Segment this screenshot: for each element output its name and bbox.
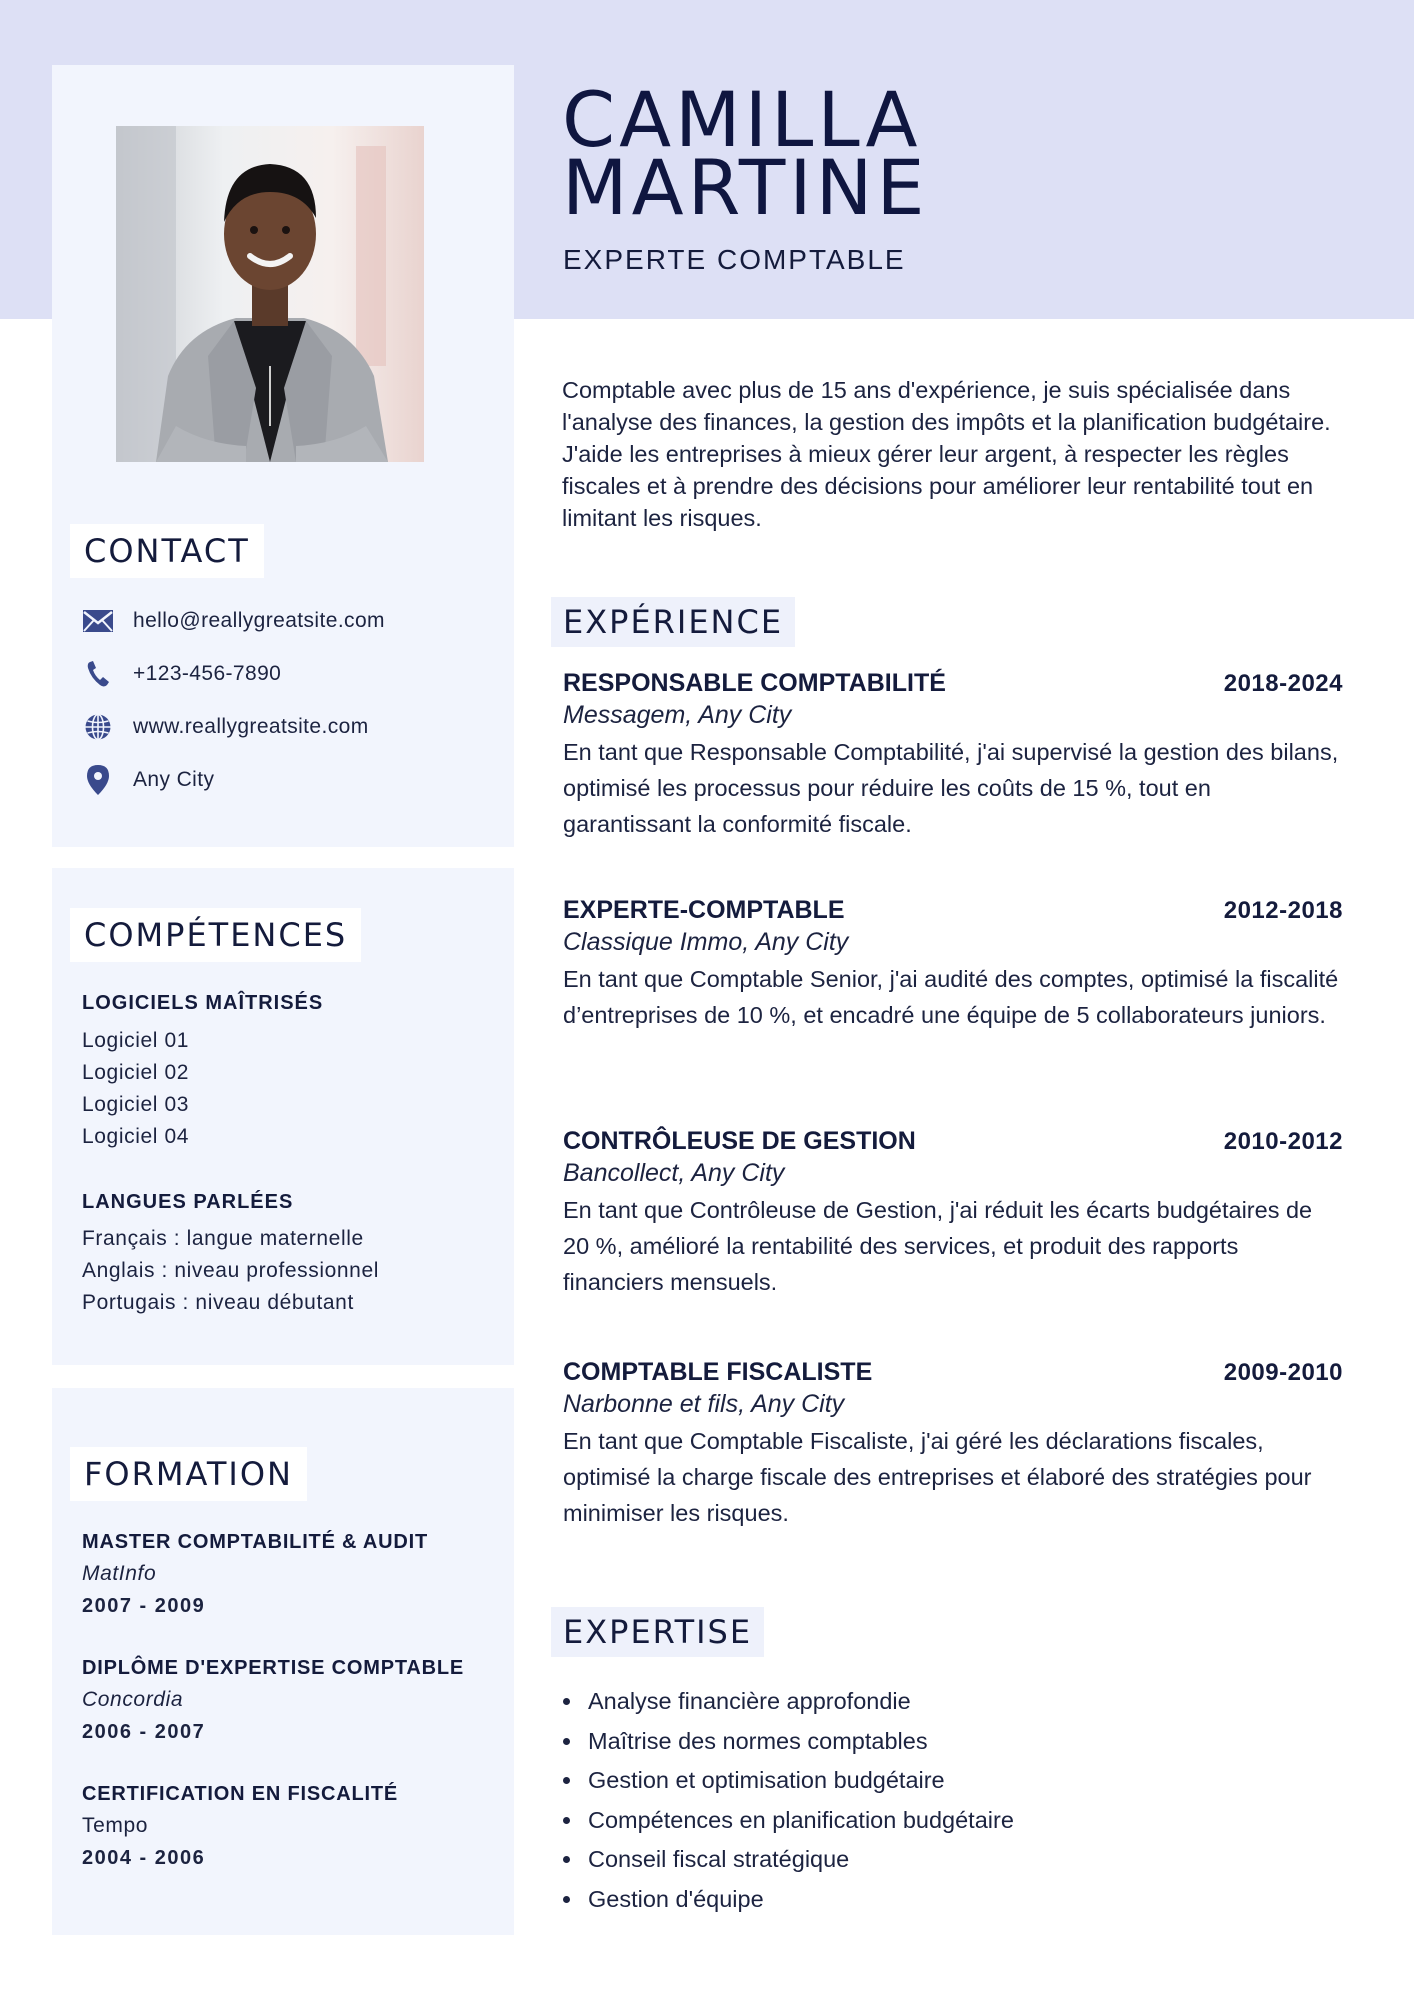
job-description: En tant que Responsable Comptabilité, j'ai supervisé la gestion des bilans, optimisé les processus pour réduire les coûts de 15 %, tout en garantissant la conformité fiscale. [563,739,1339,837]
profile-photo [116,126,424,462]
envelope-icon [82,605,114,637]
job-company: Bancollect, Any City [563,1159,785,1187]
expertise-list [562,1682,1014,1919]
job-role: RESPONSABLE COMPTABILITÉ [563,669,946,697]
expertise-item: • Conseil fiscal stratégique [584,1840,1014,1880]
software-item: Logiciel 01 [82,1029,190,1052]
phone-icon [82,658,114,690]
education-years: 2006 - 2007 [82,1721,206,1743]
software-item: Logiciel 04 [82,1125,190,1148]
contact-website[interactable] [82,711,369,743]
job-company: Classique Immo, Any City [563,928,849,956]
school-name: Tempo [82,1814,149,1837]
job-years: 2009-2010 [1223,1359,1343,1386]
full-name [562,75,929,232]
job-years: 2012-2018 [1223,897,1343,924]
education-title: FORMATION [70,1447,307,1501]
experience-item [563,896,1343,1033]
expertise-item: • Maîtrise des normes comptables [584,1722,1014,1762]
expertise-item: • Compétences en planification budgétaire [584,1801,1014,1841]
language-item: Anglais : niveau professionnel [82,1259,380,1282]
contact-phone[interactable] [82,658,281,690]
expertise-item: • Analyse financière approfondie [584,1682,1014,1722]
job-years: 2018-2024 [1223,670,1343,697]
degree-title: CERTIFICATION EN FISCALITÉ [82,1783,398,1805]
software-heading: LOGICIELS MAÎTRISÉS [82,992,324,1014]
contact-website-text: www.reallygreatsite.com [133,715,369,738]
experience-title: EXPÉRIENCE [551,597,795,647]
contact-location[interactable] [82,764,214,796]
experience-item [563,669,1343,842]
contact-email[interactable] [82,605,385,637]
contact-title: CONTACT [70,524,264,578]
first-name: CAMILLA [562,75,922,164]
job-role: COMPTABLE FISCALISTE [563,1358,873,1386]
job-description: En tant que Comptable Senior, j'ai audité des comptes, optimisé la fiscalité d’entreprises de 10 %, et encadré une équipe de 5 collaborateurs juniors. [563,966,1339,1028]
job-company: Messagem, Any City [563,701,792,729]
language-item: Portugais : niveau débutant [82,1291,354,1314]
job-description: En tant que Comptable Fiscaliste, j'ai géré les déclarations fiscales, optimisé la charge fiscale des entreprises et élaboré des stratégies pour minimiser les risques. [563,1428,1312,1526]
degree-title: DIPLÔME D'EXPERTISE COMPTABLE [82,1657,465,1679]
contact-email-text: hello@reallygreatsite.com [133,609,385,632]
languages-list [82,1223,379,1319]
globe-icon [82,711,114,743]
education-item [82,1778,398,1874]
school-name: Concordia [82,1688,184,1711]
education-item [82,1652,464,1748]
job-years: 2010-2012 [1223,1128,1343,1155]
languages-heading: LANGUES PARLÉES [82,1191,294,1213]
software-item: Logiciel 03 [82,1093,190,1116]
degree-title: MASTER COMPTABILITÉ & AUDIT [82,1531,429,1553]
contact-phone-text: +123-456-7890 [133,662,282,685]
profile-summary: Comptable avec plus de 15 ans d'expérience, je suis spécialisée dans l'analyse des finances, la gestion des impôts et la planification budgétaire. J'aide les entreprises à mieux gérer leur argent, à respecter les règles fiscales et à prendre des décisions pour améliorer leur rentabilité tout en limitant les risques. [562,377,1331,531]
expertise-item: • Gestion d'équipe [584,1880,1014,1920]
job-title: EXPERTE COMPTABLE [563,244,906,275]
skills-title: COMPÉTENCES [70,908,361,962]
software-list [82,1025,189,1153]
job-role: EXPERTE-COMPTABLE [563,896,845,924]
education-years: 2004 - 2006 [82,1847,206,1869]
experience-item [563,1127,1343,1300]
experience-item [563,1358,1343,1531]
job-description: En tant que Contrôleuse de Gestion, j'ai réduit les écarts budgétaires de 20 %, amélioré la rentabilité des services, et produit des rapports financiers mensuels. [563,1197,1313,1295]
map-pin-icon [82,764,114,796]
last-name: MARTINE [562,143,929,232]
school-name: MatInfo [82,1562,157,1585]
job-company: Narbonne et fils, Any City [563,1390,845,1418]
expertise-item: • Gestion et optimisation budgétaire [584,1761,1014,1801]
job-role: CONTRÔLEUSE DE GESTION [563,1127,916,1155]
language-item: Français : langue maternelle [82,1227,364,1250]
expertise-title: EXPERTISE [551,1607,764,1657]
education-item [82,1526,428,1622]
contact-location-text: Any City [133,768,215,791]
software-item: Logiciel 02 [82,1061,190,1084]
education-years: 2007 - 2009 [82,1595,206,1617]
